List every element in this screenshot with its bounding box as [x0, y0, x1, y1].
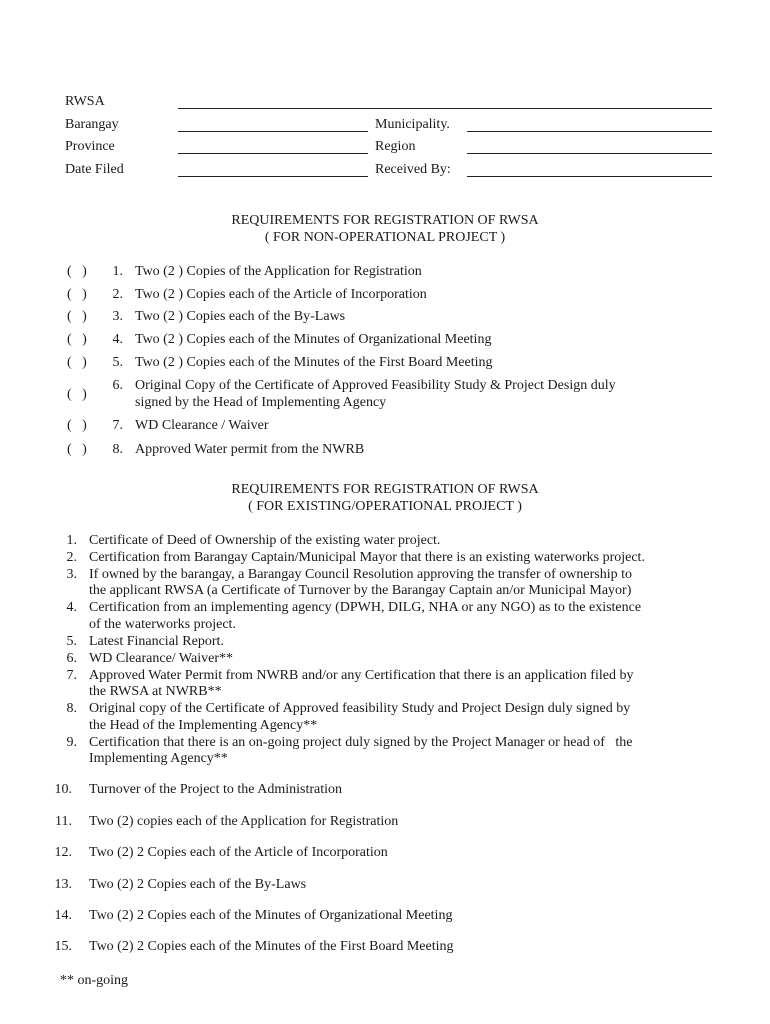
list-item: WD Clearance/ Waiver**	[89, 651, 233, 666]
item-number: 9.	[66, 735, 77, 750]
list-item: Two (2) copies each of the Application for Registration	[89, 814, 399, 829]
barangay-field[interactable]	[178, 131, 368, 132]
list-item: Two (2 ) Copies each of the Minutes of Organizational Meeting	[135, 332, 492, 347]
item-number: 3.	[112, 309, 123, 324]
list-item-continuation: of the waterworks project.	[89, 617, 236, 632]
item-number: 8.	[66, 701, 77, 716]
checkbox[interactable]: ( )	[67, 287, 87, 302]
item-number: 7.	[66, 668, 77, 683]
item-number: 7.	[112, 418, 123, 433]
list-item: Original Copy of the Certificate of Approved Feasibility Study & Project Design duly	[135, 378, 616, 393]
item-number: 8.	[112, 442, 123, 457]
list-item: Two (2) 2 Copies each of the Minutes of Organizational Meeting	[89, 908, 453, 923]
section1-subtitle: ( FOR NON-OPERATIONAL PROJECT )	[264, 230, 506, 245]
list-item: Certification from an implementing agency (DPWH, DILG, NHA or any NGO) as to the existence	[89, 600, 642, 615]
item-number: 5.	[112, 355, 123, 370]
list-item: Two (2) 2 Copies each of the Article of Incorporation	[89, 845, 388, 860]
list-item: Two (2) 2 Copies each of the By-Laws	[89, 877, 307, 892]
item-number: 2.	[66, 550, 77, 565]
list-item: WD Clearance / Waiver	[135, 418, 269, 433]
province-label: Province	[65, 139, 115, 154]
checkbox[interactable]: ( )	[67, 309, 87, 324]
list-item-continuation: the Head of the Implementing Agency**	[89, 718, 318, 733]
item-number: 4.	[66, 600, 77, 615]
item-number: 13.	[54, 877, 72, 892]
list-item: Latest Financial Report.	[89, 634, 224, 649]
barangay-label: Barangay	[65, 117, 119, 132]
list-item: Certification from Barangay Captain/Municipal Mayor that there is an existing waterworks project.	[89, 550, 645, 565]
list-item-continuation: Implementing Agency**	[89, 751, 228, 766]
received-by-label: Received By:	[375, 162, 451, 177]
item-number: 14.	[54, 908, 72, 923]
list-item: Approved Water Permit from NWRB and/or any Certification that there is an application filed by	[89, 668, 634, 683]
footnote: ** on-going	[60, 973, 129, 988]
list-item-continuation: the RWSA at NWRB**	[89, 684, 222, 699]
list-item: Approved Water permit from the NWRB	[135, 442, 365, 457]
received-by-field[interactable]	[467, 176, 712, 177]
region-field[interactable]	[467, 153, 712, 154]
item-number: 1.	[112, 264, 123, 279]
checkbox[interactable]: ( )	[67, 418, 87, 433]
item-number: 15.	[54, 939, 72, 954]
list-item: If owned by the barangay, a Barangay Council Resolution approving the transfer of ownership to	[89, 567, 632, 582]
list-item-continuation: signed by the Head of Implementing Agency	[135, 395, 387, 410]
item-number: 6.	[66, 651, 77, 666]
checkbox[interactable]: ( )	[67, 387, 87, 402]
item-number: 11.	[55, 814, 72, 829]
list-item: Two (2) 2 Copies each of the Minutes of the First Board Meeting	[89, 939, 454, 954]
item-number: 4.	[112, 332, 123, 347]
region-label: Region	[375, 139, 416, 154]
province-field[interactable]	[178, 153, 368, 154]
list-item: Two (2 ) Copies each of the Minutes of the First Board Meeting	[135, 355, 493, 370]
checkbox[interactable]: ( )	[67, 355, 87, 370]
item-number: 2.	[112, 287, 123, 302]
municipality-field[interactable]	[467, 131, 712, 132]
item-number: 10.	[54, 782, 72, 797]
list-item: Original copy of the Certificate of Approved feasibility Study and Project Design duly signed by	[89, 701, 631, 716]
date-filed-field[interactable]	[178, 176, 368, 177]
list-item: Two (2 ) Copies each of the By-Laws	[135, 309, 346, 324]
checkbox[interactable]: ( )	[67, 264, 87, 279]
list-item-continuation: the applicant RWSA (a Certificate of Turnover by the Barangay Captain an/or Municipal Mayor)	[89, 583, 632, 598]
item-number: 1.	[66, 533, 77, 548]
checkbox[interactable]: ( )	[67, 332, 87, 347]
list-item: Certification that there is an on-going project duly signed by the Project Manager or head of the	[89, 735, 633, 750]
list-item: Two (2 ) Copies each of the Article of Incorporation	[135, 287, 427, 302]
list-item: Turnover of the Project to the Administration	[89, 782, 343, 797]
section2-subtitle: ( FOR EXISTING/OPERATIONAL PROJECT )	[248, 499, 522, 514]
checkbox[interactable]: ( )	[67, 442, 87, 457]
list-item: Certificate of Deed of Ownership of the existing water project.	[89, 533, 441, 548]
rwsa-field[interactable]	[178, 108, 712, 109]
item-number: 3.	[66, 567, 77, 582]
item-number: 5.	[66, 634, 77, 649]
section2-title: REQUIREMENTS FOR REGISTRATION OF RWSA	[231, 482, 539, 497]
list-item: Two (2 ) Copies of the Application for Registration	[135, 264, 422, 279]
section1-title: REQUIREMENTS FOR REGISTRATION OF RWSA	[231, 213, 539, 228]
item-number: 12.	[54, 845, 72, 860]
date-filed-label: Date Filed	[65, 162, 124, 177]
municipality-label: Municipality.	[375, 117, 450, 132]
item-number: 6.	[112, 378, 123, 393]
rwsa-label: RWSA	[65, 94, 105, 109]
